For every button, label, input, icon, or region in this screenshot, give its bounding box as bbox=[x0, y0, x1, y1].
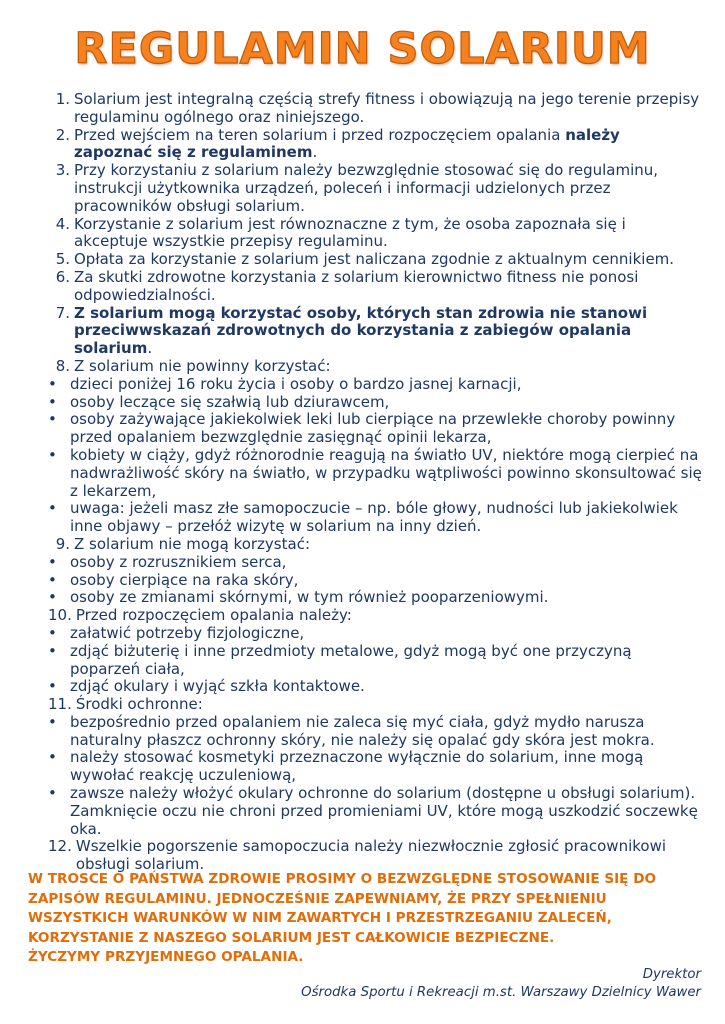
bullet-item bbox=[48, 554, 703, 572]
signature-role: Dyrektor bbox=[642, 967, 701, 982]
rule-text bbox=[70, 411, 703, 447]
rule-text bbox=[70, 554, 703, 572]
rule-number: 6. bbox=[55, 267, 70, 286]
rule-text-bold: należy zapoznać się z regulaminem bbox=[74, 125, 620, 162]
rule-number: 9. bbox=[55, 534, 70, 553]
bullet-icon: • bbox=[48, 588, 57, 607]
rule-text-segment: osoby leczące się szałwią lub dziurawcem, bbox=[70, 392, 390, 411]
signature bbox=[301, 966, 701, 1002]
rule-text-segment: Wszelkie pogorszenie samopoczucia należy niezwłocznie zgłosić pracownikowi obsługi solarium. bbox=[75, 837, 667, 874]
notice-line: WSZYSTKICH WARUNKÓW W NIM ZAWARTYCH I PRZESTRZEGANIU ZALECEŃ, bbox=[28, 910, 612, 926]
rule-item bbox=[48, 216, 703, 252]
rule-item bbox=[48, 358, 703, 376]
rule-item bbox=[48, 305, 703, 358]
rule-text bbox=[74, 536, 703, 554]
rule-number: 2. bbox=[55, 125, 70, 144]
bullet-item bbox=[48, 749, 703, 785]
rule-text bbox=[76, 607, 703, 625]
rule-text-segment: dzieci poniżej 16 roku życia i osoby o bardzo jasnej karnacji, bbox=[70, 374, 522, 393]
rule-text-segment: Przy korzystaniu z solarium należy bezwzględnie stosować się do regulaminu, instrukcji użytkownika urządzeń, poleceń i informacji udzielonych przez pracowników obsługi solarium. bbox=[74, 161, 659, 215]
rule-item bbox=[48, 91, 703, 127]
rule-number: 5. bbox=[55, 250, 70, 269]
rule-item bbox=[48, 269, 703, 305]
rule-number: 12. bbox=[48, 837, 72, 856]
rule-item bbox=[48, 162, 703, 215]
rule-text bbox=[70, 376, 703, 394]
rule-text-segment: . bbox=[147, 339, 153, 358]
rule-text bbox=[74, 305, 703, 358]
rule-text bbox=[70, 589, 703, 607]
bullet-item bbox=[48, 625, 703, 643]
rule-number: 11. bbox=[48, 695, 72, 714]
page-title: REGULAMIN SOLARIUM bbox=[74, 24, 651, 74]
bullet-item bbox=[48, 376, 703, 394]
rule-number: 4. bbox=[55, 214, 70, 233]
rules-list bbox=[48, 91, 703, 874]
bullet-item bbox=[48, 589, 703, 607]
rule-text bbox=[70, 394, 703, 412]
rule-text bbox=[76, 696, 703, 714]
bullet-icon: • bbox=[48, 374, 57, 393]
bullet-item bbox=[48, 447, 703, 500]
bullet-icon: • bbox=[48, 784, 57, 803]
rule-text bbox=[70, 447, 703, 500]
bullet-icon: • bbox=[48, 499, 57, 518]
bullet-icon: • bbox=[48, 748, 57, 767]
rule-text bbox=[70, 643, 703, 679]
rule-item bbox=[48, 696, 703, 714]
bullet-icon: • bbox=[48, 712, 57, 731]
bullet-item bbox=[48, 678, 703, 696]
rule-text-segment: osoby cierpiące na raka skóry, bbox=[70, 570, 299, 589]
rule-item bbox=[48, 127, 703, 163]
notice-block bbox=[28, 870, 708, 968]
bullet-item bbox=[48, 500, 703, 536]
bullet-icon: • bbox=[48, 677, 57, 696]
rule-text bbox=[76, 838, 703, 874]
rule-text-segment: należy stosować kosmetyki przeznaczone wyłącznie do solarium, inne mogą wywołać reakcję uczuleniową, bbox=[70, 748, 644, 785]
bullet-item bbox=[48, 572, 703, 590]
rule-text bbox=[70, 714, 703, 750]
rule-text bbox=[74, 269, 703, 305]
rule-number: 1. bbox=[55, 90, 70, 108]
rule-text-segment: osoby ze zmianami skórnymi, w tym również pooparzeniowymi. bbox=[70, 588, 549, 607]
rule-item bbox=[48, 536, 703, 554]
rule-number: 7. bbox=[55, 303, 70, 322]
rule-item bbox=[48, 838, 703, 874]
rule-text bbox=[70, 785, 703, 838]
rule-text-segment: zdjąć biżuterię i inne przedmioty metalowe, gdyż mogą być one przyczyną poparzeń ciała, bbox=[70, 641, 632, 678]
bullet-item bbox=[48, 714, 703, 750]
rule-text bbox=[74, 251, 703, 269]
rule-text-segment: osoby z rozrusznikiem serca, bbox=[70, 552, 287, 571]
rule-text-bold: Z solarium mogą korzystać osoby, których stan zdrowia nie stanowi przeciwwskazań zdrowotnych do korzystania z zabiegów opalania solarium bbox=[74, 303, 648, 358]
rule-text-segment: uwaga: jeżeli masz złe samopoczucie – np. bóle głowy, nudności lub jakiekolwiek inne objawy – przełóż wizytę w solarium na inny dzień. bbox=[70, 499, 678, 536]
rule-text-segment: Solarium jest integralną częścią strefy fitness i obowiązują na jego terenie przepisy regulaminu ogólnego oraz niniejszego. bbox=[74, 90, 700, 126]
notice-line: W TROSCE O PAŃSTWA ZDROWIE PROSIMY O BEZWZGLĘDNE STOSOWANIE SIĘ DO bbox=[28, 871, 657, 887]
bullet-icon: • bbox=[48, 641, 57, 660]
bullet-item bbox=[48, 785, 703, 838]
rule-text-segment: Przed wejściem na teren solarium i przed rozpoczęciem opalania bbox=[74, 125, 566, 144]
notice-line: ZAPISÓW REGULAMINU. JEDNOCZEŚNIE ZAPEWNIAMY, ŻE PRZY SPEŁNIENIU bbox=[28, 890, 607, 907]
rule-text-segment: Z solarium nie mogą korzystać: bbox=[74, 534, 310, 553]
rule-text-segment: Z solarium nie powinny korzystać: bbox=[74, 356, 331, 375]
bullet-icon: • bbox=[48, 623, 57, 642]
rule-text-segment: Za skutki zdrowotne korzystania z solarium kierownictwo fitness nie ponosi odpowiedzialności. bbox=[74, 267, 639, 304]
rule-text-segment: kobiety w ciąży, gdyż różnorodnie reagują na światło UV, niektóre mogą cierpieć na nadwrażliwość skóry na światło, w przypadku wątpliwości powinno skonsultować się z lekarzem, bbox=[70, 445, 702, 500]
notice-line: KORZYSTANIE Z NASZEGO SOLARIUM JEST CAŁKOWICIE BEZPIECZNE. bbox=[28, 929, 555, 946]
rule-item bbox=[48, 251, 703, 269]
bullet-item bbox=[48, 394, 703, 412]
rule-text-segment: Przed rozpoczęciem opalania należy: bbox=[75, 606, 352, 625]
rule-text-segment: bezpośrednio przed opalaniem nie zaleca się myć ciała, gdyż mydło narusza naturalny płaszcz ochronny skóry, nie należy się opalać gdy skóra jest mokra. bbox=[70, 712, 655, 749]
rule-item bbox=[48, 607, 703, 625]
rule-text bbox=[70, 678, 703, 696]
rule-text-segment: załatwić potrzeby fizjologiczne, bbox=[70, 623, 305, 642]
rule-text bbox=[74, 216, 703, 252]
rule-text bbox=[70, 749, 703, 785]
bullet-icon: • bbox=[48, 445, 57, 464]
rule-text bbox=[74, 91, 703, 127]
rule-text-segment: Środki ochronne: bbox=[75, 695, 203, 714]
bullet-icon: • bbox=[48, 392, 57, 411]
rule-text-segment: zawsze należy włożyć okulary ochronne do solarium (dostępne u obsługi solarium). Zamknięcie oczu nie chroni przed promieniami UV, które mogą uszkodzić soczewkę oka. bbox=[70, 784, 698, 838]
rule-number: 8. bbox=[55, 356, 70, 375]
rule-text-segment: osoby zażywające jakiekolwiek leki lub cierpiące na przewlekłe choroby powinny przed opalaniem bezwzględnie zasięgnąć opinii lekarza, bbox=[70, 410, 676, 447]
rule-text-segment: Opłata za korzystanie z solarium jest naliczana zgodnie z aktualnym cennikiem. bbox=[74, 250, 675, 269]
bullet-icon: • bbox=[48, 410, 57, 429]
rule-text bbox=[70, 625, 703, 643]
rule-text bbox=[74, 162, 703, 215]
rule-text-segment: . bbox=[312, 143, 318, 162]
rule-text bbox=[74, 358, 703, 376]
rule-text bbox=[70, 500, 703, 536]
rule-text-segment: zdjąć okulary i wyjąć szkła kontaktowe. bbox=[70, 677, 365, 696]
signature-org: Ośrodka Sportu i Rekreacji m.st. Warszawy Dzielnicy Wawer bbox=[301, 985, 701, 1000]
rule-number: 3. bbox=[55, 161, 70, 180]
notice-line: ŻYCZYMY PRZYJEMNEGO OPALANIA. bbox=[28, 949, 304, 965]
bullet-icon: • bbox=[48, 552, 57, 571]
bullet-item bbox=[48, 411, 703, 447]
rule-text-segment: Korzystanie z solarium jest równoznaczne z tym, że osoba zapoznała się i akceptuje wszystkie przepisy regulaminu. bbox=[74, 214, 626, 251]
rule-text bbox=[70, 572, 703, 590]
bullet-icon: • bbox=[48, 570, 57, 589]
rule-text bbox=[74, 127, 703, 163]
bullet-item bbox=[48, 643, 703, 679]
rule-number: 10. bbox=[48, 606, 72, 625]
